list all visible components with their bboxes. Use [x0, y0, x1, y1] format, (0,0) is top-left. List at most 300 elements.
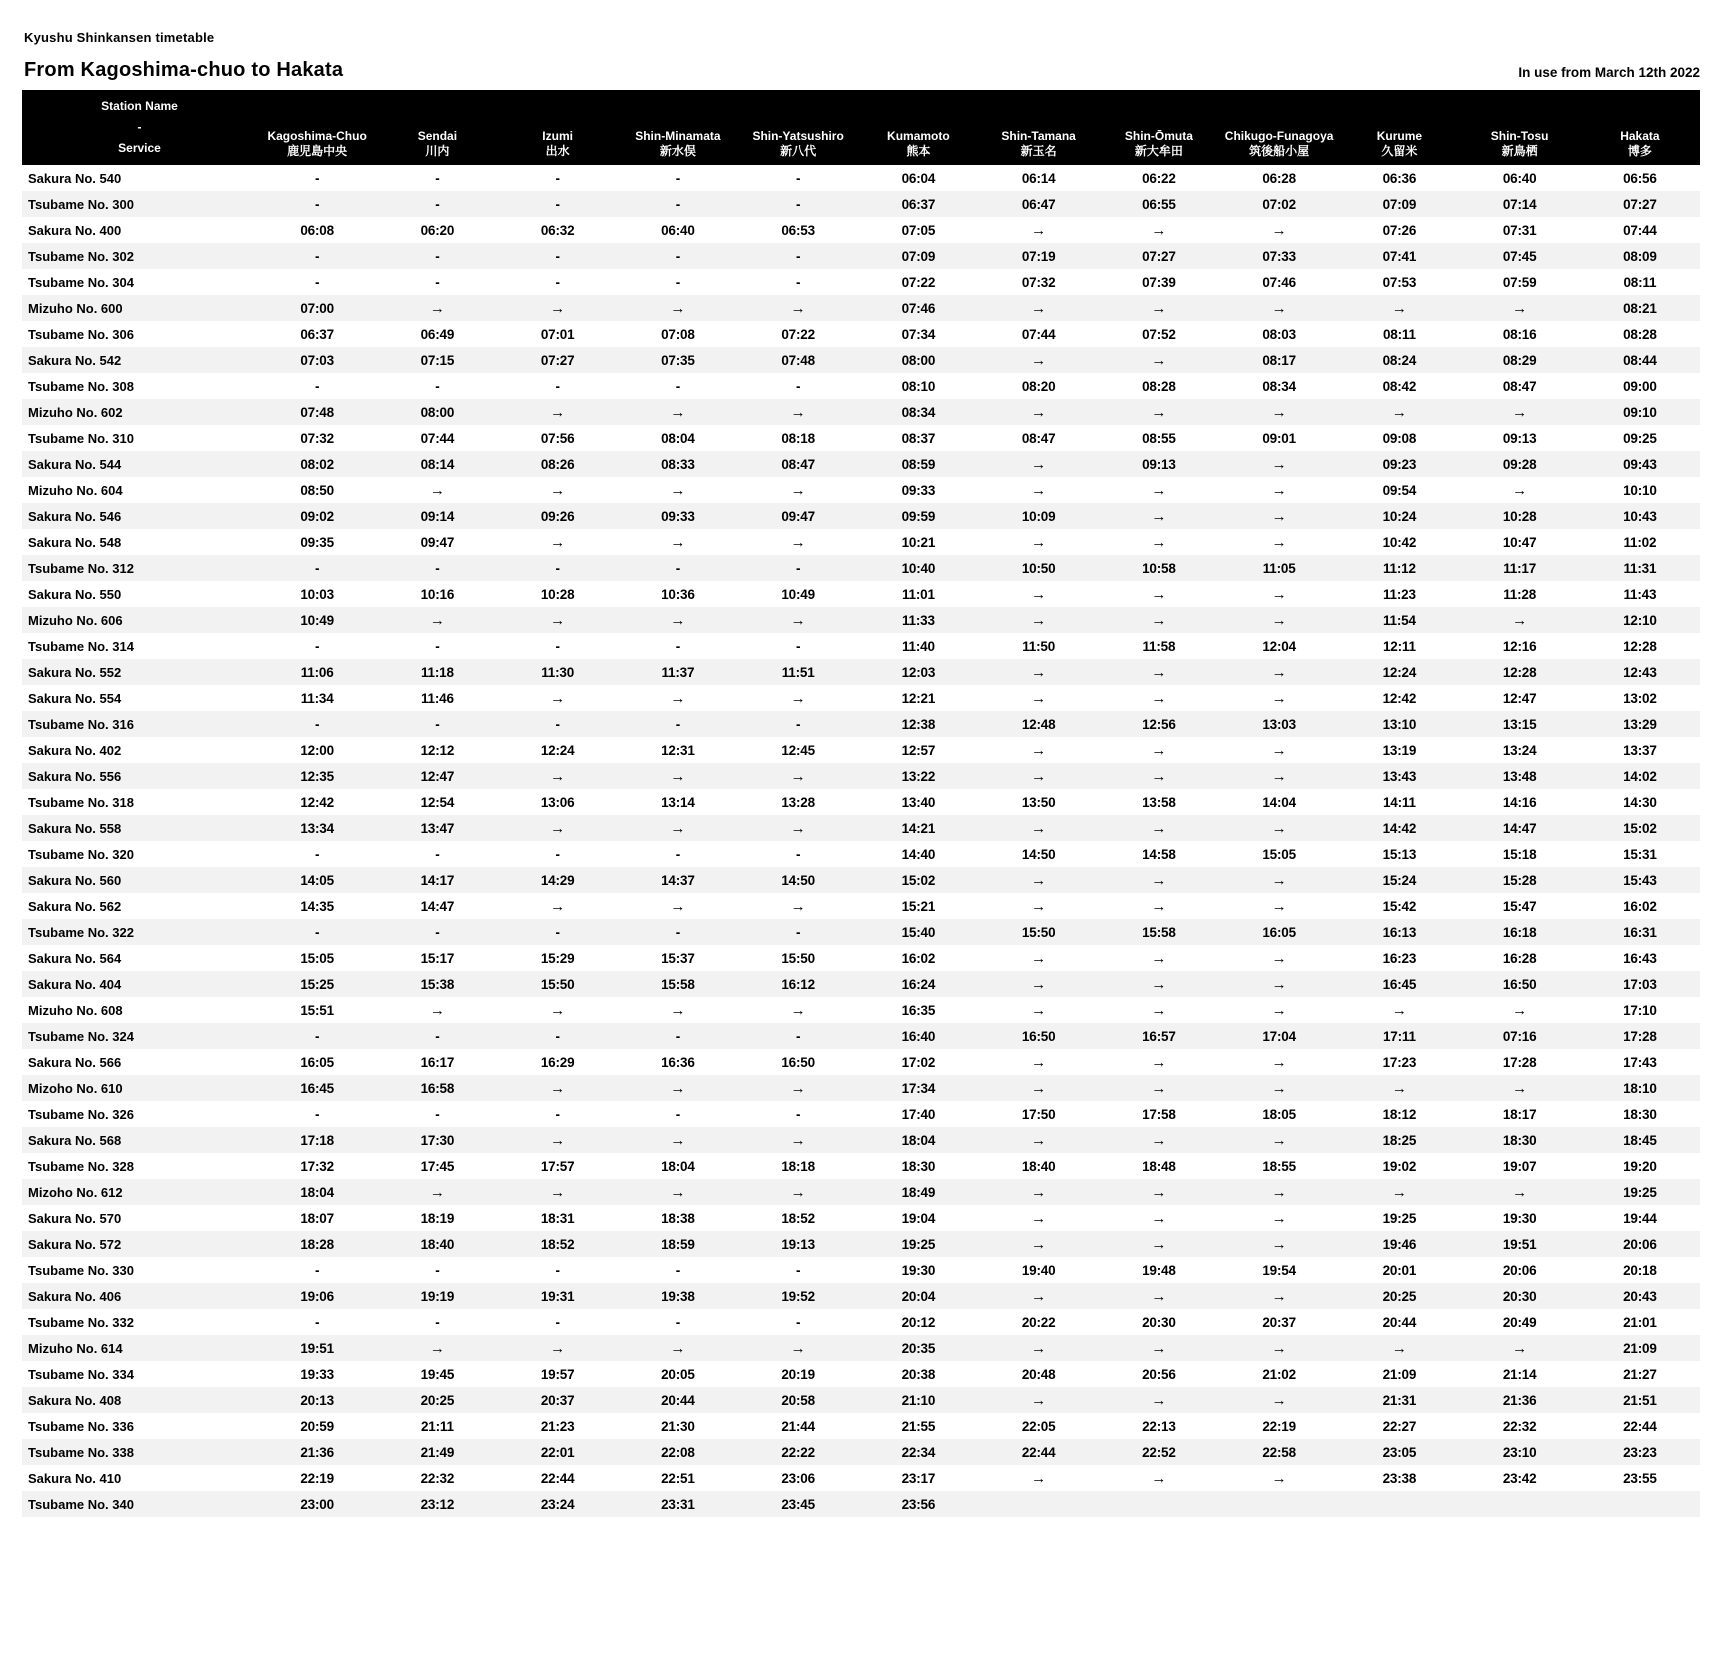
time-cell: - — [555, 274, 560, 290]
time-cell: 08:47 — [781, 456, 815, 472]
time-cell: 11:40 — [901, 638, 935, 654]
time-cell: 17:23 — [1382, 1054, 1417, 1070]
service-name: Sakura No. 560 — [28, 872, 122, 888]
time-cell: 06:32 — [540, 222, 575, 238]
time-cell: 22:52 — [1142, 1444, 1176, 1460]
time-cell: 15:58 — [661, 976, 695, 992]
time-cell: 12:28 — [1502, 664, 1537, 680]
pass-through-arrow-cell: → — [1151, 975, 1167, 993]
pass-through-arrow-cell: → — [1031, 299, 1047, 317]
table-row — [22, 217, 1700, 243]
table-row — [22, 997, 1700, 1023]
time-cell: 16:50 — [781, 1054, 815, 1070]
pass-through-arrow-cell: → — [1271, 767, 1287, 785]
service-name: Tsubame No. 302 — [28, 248, 134, 264]
time-cell: 13:37 — [1623, 742, 1657, 758]
time-cell: 10:09 — [1021, 508, 1056, 524]
time-cell: 13:15 — [1502, 716, 1537, 732]
time-cell: 22:01 — [540, 1444, 575, 1460]
time-cell: 16:57 — [1142, 1028, 1176, 1044]
time-cell: 08:29 — [1502, 352, 1537, 368]
time-cell: 10:10 — [1623, 482, 1657, 498]
time-cell: 07:05 — [901, 222, 936, 238]
time-cell: 23:05 — [1382, 1444, 1417, 1460]
time-cell: 08:59 — [901, 456, 936, 472]
pass-through-arrow-cell: → — [1151, 507, 1167, 525]
time-cell: 20:38 — [901, 1366, 936, 1382]
time-cell: 16:58 — [420, 1080, 455, 1096]
time-cell: 09:35 — [300, 534, 334, 550]
pass-through-arrow-cell: → — [670, 611, 686, 629]
pass-through-arrow-cell: → — [1031, 897, 1047, 915]
time-cell: 17:04 — [1262, 1028, 1296, 1044]
pass-through-arrow-cell: → — [429, 1183, 445, 1201]
service-name: Sakura No. 552 — [28, 664, 122, 680]
time-cell: 21:36 — [1502, 1392, 1537, 1408]
time-cell: 11:34 — [300, 690, 334, 706]
table-row — [22, 1465, 1700, 1491]
service-name: Sakura No. 556 — [28, 768, 122, 784]
table-row — [22, 607, 1700, 633]
table-row — [22, 399, 1700, 425]
time-cell: 08:34 — [1262, 378, 1296, 394]
time-cell: 07:39 — [1142, 274, 1176, 290]
table-row — [22, 971, 1700, 997]
time-cell: 14:05 — [300, 872, 334, 888]
time-cell: 17:45 — [420, 1158, 455, 1174]
service-name: Sakura No. 546 — [28, 508, 122, 524]
time-cell: 07:44 — [420, 430, 455, 446]
time-cell: 19:04 — [901, 1210, 936, 1226]
time-cell: 16:40 — [901, 1028, 936, 1044]
time-cell: - — [314, 1106, 320, 1122]
pass-through-arrow-cell: → — [550, 533, 566, 551]
time-cell: - — [314, 1314, 320, 1330]
pass-through-arrow-cell: → — [1271, 1183, 1287, 1201]
time-cell: 13:48 — [1502, 768, 1537, 784]
service-name: Tsubame No. 306 — [28, 326, 134, 342]
time-cell: 07:01 — [540, 326, 575, 342]
pass-through-arrow-cell: → — [1151, 1339, 1167, 1357]
time-cell: 08:18 — [781, 430, 815, 446]
pass-through-arrow-cell: → — [1151, 871, 1167, 889]
service-name: Tsubame No. 312 — [28, 560, 134, 576]
time-cell: 06:08 — [300, 222, 334, 238]
pass-through-arrow-cell: → — [550, 1339, 566, 1357]
table-row — [22, 1205, 1700, 1231]
time-cell: 07:22 — [781, 326, 815, 342]
time-cell: - — [795, 170, 801, 186]
time-cell: - — [435, 378, 440, 394]
table-row — [22, 633, 1700, 659]
time-cell: 21:51 — [1623, 1392, 1657, 1408]
time-cell: 08:42 — [1382, 378, 1417, 394]
time-cell: 21:09 — [1623, 1340, 1657, 1356]
service-name: Sakura No. 554 — [28, 690, 122, 706]
pass-through-arrow-cell: → — [1271, 585, 1287, 603]
table-row — [22, 945, 1700, 971]
table-row — [22, 1491, 1700, 1517]
time-cell: 20:37 — [1262, 1314, 1296, 1330]
service-name: Sakura No. 572 — [28, 1236, 122, 1252]
time-cell: 16:50 — [1502, 976, 1537, 992]
service-name: Tsubame No. 316 — [28, 716, 134, 732]
time-cell: 06:37 — [901, 196, 936, 212]
time-cell: 20:25 — [420, 1392, 455, 1408]
pass-through-arrow-cell: → — [1151, 481, 1167, 499]
table-row — [22, 1335, 1700, 1361]
time-cell: 07:09 — [901, 248, 936, 264]
time-cell: 13:43 — [1382, 768, 1417, 784]
time-cell: 10:28 — [1502, 508, 1537, 524]
time-cell: 08:24 — [1382, 352, 1417, 368]
time-cell: 10:49 — [781, 586, 815, 602]
time-cell: - — [675, 1028, 681, 1044]
time-cell: 18:30 — [1502, 1132, 1537, 1148]
time-cell: - — [795, 560, 801, 576]
time-cell: 10:58 — [1142, 560, 1176, 576]
time-cell: - — [675, 1262, 681, 1278]
time-cell: - — [555, 1262, 560, 1278]
table-row — [22, 1257, 1700, 1283]
time-cell: 20:30 — [1502, 1288, 1537, 1304]
service-name: Sakura No. 404 — [28, 976, 122, 992]
pass-through-arrow-cell: → — [550, 403, 566, 421]
time-cell: 15:05 — [1262, 846, 1296, 862]
service-name: Tsubame No. 300 — [28, 196, 134, 212]
time-cell: 13:28 — [781, 794, 815, 810]
time-cell: 18:52 — [781, 1210, 815, 1226]
time-cell: - — [675, 716, 681, 732]
time-cell: 19:48 — [1142, 1262, 1176, 1278]
pass-through-arrow-cell: → — [1031, 1391, 1047, 1409]
pass-through-arrow-cell: → — [670, 1079, 686, 1097]
time-cell: 09:43 — [1623, 456, 1657, 472]
time-cell: 12:48 — [1021, 716, 1056, 732]
time-cell: 14:11 — [1382, 794, 1416, 810]
time-cell: - — [435, 638, 440, 654]
time-cell: - — [675, 274, 681, 290]
time-cell: 17:34 — [901, 1080, 936, 1096]
time-cell: 18:40 — [1021, 1158, 1056, 1174]
time-cell: - — [795, 716, 801, 732]
table-row — [22, 711, 1700, 737]
pass-through-arrow-cell: → — [1151, 611, 1167, 629]
timetable-head — [22, 90, 1700, 165]
time-cell: 18:17 — [1502, 1106, 1537, 1122]
table-row — [22, 1023, 1700, 1049]
time-cell: 10:40 — [901, 560, 936, 576]
pass-through-arrow-cell: → — [1031, 481, 1047, 499]
time-cell: 07:46 — [1262, 274, 1296, 290]
time-cell: 08:50 — [300, 482, 334, 498]
station-header-shin-yatsushiro — [738, 90, 858, 165]
pass-through-arrow-cell: → — [1512, 1339, 1528, 1357]
pass-through-arrow-cell: → — [1151, 1131, 1167, 1149]
time-cell: 12:45 — [781, 742, 815, 758]
pass-through-arrow-cell: → — [1512, 611, 1528, 629]
pass-through-arrow-cell: → — [1271, 533, 1287, 551]
pass-through-arrow-cell: → — [1271, 897, 1287, 915]
station-name-ja: 川内 — [425, 144, 450, 158]
time-cell: - — [675, 196, 681, 212]
pass-through-arrow-cell: → — [790, 1131, 806, 1149]
time-cell: 22:13 — [1142, 1418, 1176, 1434]
time-cell: 18:28 — [300, 1236, 334, 1252]
station-name-ja: 鹿児島中央 — [287, 144, 348, 158]
service-name: Sakura No. 406 — [28, 1288, 122, 1304]
time-cell: - — [435, 716, 440, 732]
time-cell: 19:13 — [781, 1236, 815, 1252]
time-cell: 09:23 — [1382, 456, 1417, 472]
time-cell: 07:46 — [901, 300, 936, 316]
table-row — [22, 295, 1700, 321]
pass-through-arrow-cell: → — [1031, 455, 1047, 473]
time-cell: 09:59 — [901, 508, 936, 524]
time-cell: 20:01 — [1382, 1262, 1417, 1278]
time-cell: - — [314, 274, 320, 290]
time-cell: 20:25 — [1382, 1288, 1417, 1304]
pass-through-arrow-cell: → — [550, 819, 566, 837]
time-cell: 06:22 — [1142, 170, 1176, 186]
pass-through-arrow-cell: → — [550, 767, 566, 785]
station-name-en: Sendai — [417, 129, 458, 143]
time-cell: 09:33 — [661, 508, 695, 524]
time-cell: 23:23 — [1623, 1444, 1657, 1460]
time-cell: 19:51 — [1502, 1236, 1537, 1252]
time-cell: 15:24 — [1382, 872, 1417, 888]
time-cell: 19:25 — [1382, 1210, 1417, 1226]
time-cell: 09:02 — [300, 508, 334, 524]
time-cell: 22:34 — [901, 1444, 936, 1460]
time-cell: 13:14 — [661, 794, 695, 810]
time-cell: 08:47 — [1502, 378, 1537, 394]
time-cell: 11:46 — [420, 690, 454, 706]
table-row — [22, 1101, 1700, 1127]
time-cell: 14:40 — [901, 846, 936, 862]
time-cell: 06:14 — [1021, 170, 1056, 186]
time-cell: 20:43 — [1623, 1288, 1657, 1304]
pass-through-arrow-cell: → — [1512, 299, 1528, 317]
time-cell: 16:13 — [1382, 924, 1417, 940]
time-cell: - — [795, 248, 801, 264]
time-cell: - — [795, 274, 801, 290]
time-cell: 23:38 — [1382, 1470, 1417, 1486]
time-cell: 06:04 — [901, 170, 936, 186]
time-cell: 16:35 — [901, 1002, 936, 1018]
station-header-kagoshima-chuo — [257, 90, 377, 165]
pass-through-arrow-cell: → — [1031, 1079, 1047, 1097]
time-cell: - — [435, 1262, 440, 1278]
service-name: Tsubame No. 320 — [28, 846, 134, 862]
time-cell: 10:21 — [901, 534, 936, 550]
time-cell: 07:26 — [1382, 222, 1417, 238]
time-cell: 18:31 — [540, 1210, 575, 1226]
pass-through-arrow-cell: → — [670, 1131, 686, 1149]
time-cell: 17:18 — [300, 1132, 334, 1148]
time-cell: 19:52 — [781, 1288, 815, 1304]
time-cell: 16:50 — [1021, 1028, 1056, 1044]
pass-through-arrow-cell: → — [790, 767, 806, 785]
pass-through-arrow-cell: → — [670, 819, 686, 837]
pass-through-arrow-cell: → — [1271, 1079, 1287, 1097]
pass-through-arrow-cell: → — [1512, 403, 1528, 421]
time-cell: 19:20 — [1623, 1158, 1657, 1174]
service-name: Tsubame No. 308 — [28, 378, 134, 394]
time-cell: 20:58 — [781, 1392, 815, 1408]
pass-through-arrow-cell: → — [550, 897, 566, 915]
time-cell: 17:57 — [540, 1158, 575, 1174]
pass-through-arrow-cell: → — [1512, 1001, 1528, 1019]
time-cell: 19:57 — [540, 1366, 575, 1382]
time-cell: 08:28 — [1623, 326, 1657, 342]
table-row — [22, 1387, 1700, 1413]
station-header-shin-tamana — [979, 90, 1099, 165]
service-name: Sakura No. 550 — [28, 586, 122, 602]
pass-through-arrow-cell: → — [1151, 1209, 1167, 1227]
time-cell: 20:44 — [1382, 1314, 1417, 1330]
time-cell: 08:00 — [420, 404, 455, 420]
time-cell: 13:22 — [901, 768, 936, 784]
time-cell: 14:47 — [1502, 820, 1537, 836]
time-cell: 11:51 — [781, 664, 815, 680]
pass-through-arrow-cell: → — [1151, 585, 1167, 603]
service-name: Sakura No. 548 — [28, 534, 122, 550]
time-cell: 18:55 — [1262, 1158, 1296, 1174]
pass-through-arrow-cell: → — [1031, 663, 1047, 681]
pass-through-arrow-cell: → — [1271, 1053, 1287, 1071]
time-cell: 20:48 — [1021, 1366, 1056, 1382]
time-cell: 10:24 — [1382, 508, 1417, 524]
time-cell: 13:40 — [901, 794, 936, 810]
time-cell: - — [435, 924, 440, 940]
time-cell: 15:25 — [300, 976, 334, 992]
time-cell: - — [675, 924, 681, 940]
time-cell: 15:29 — [540, 950, 575, 966]
table-row — [22, 451, 1700, 477]
pass-through-arrow-cell: → — [1512, 481, 1528, 499]
time-cell: 10:28 — [540, 586, 575, 602]
service-name: Sakura No. 408 — [28, 1392, 122, 1408]
station-name-en: Kagoshima-Chuo — [267, 129, 367, 143]
time-cell: 21:11 — [420, 1418, 454, 1434]
pass-through-arrow-cell: → — [1031, 975, 1047, 993]
time-cell: - — [314, 1262, 320, 1278]
time-cell: 06:47 — [1021, 196, 1056, 212]
table-row — [22, 1179, 1700, 1205]
time-cell: 07:44 — [1623, 222, 1657, 238]
pass-through-arrow-cell: → — [1151, 403, 1167, 421]
time-cell: 07:03 — [300, 352, 334, 368]
time-cell: 22:19 — [1262, 1418, 1296, 1434]
pass-through-arrow-cell: → — [670, 897, 686, 915]
service-name: Mizuho No. 604 — [28, 482, 123, 498]
time-cell: 16:18 — [1502, 924, 1537, 940]
time-cell: 16:31 — [1623, 924, 1657, 940]
table-row — [22, 1413, 1700, 1439]
time-cell: - — [555, 196, 560, 212]
time-cell: 09:26 — [540, 508, 575, 524]
time-cell: - — [795, 638, 801, 654]
time-cell: 16:12 — [781, 976, 815, 992]
time-cell: 23:56 — [901, 1496, 936, 1512]
service-name: Sakura No. 564 — [28, 950, 122, 966]
station-header-izumi — [498, 90, 618, 165]
pass-through-arrow-cell: → — [1151, 949, 1167, 967]
time-cell: 18:12 — [1382, 1106, 1417, 1122]
time-cell: - — [675, 378, 681, 394]
time-cell: 21:44 — [781, 1418, 815, 1434]
time-cell: 19:25 — [1623, 1184, 1657, 1200]
time-cell: 21:31 — [1382, 1392, 1417, 1408]
pass-through-arrow-cell: → — [1151, 1469, 1167, 1487]
time-cell: 19:06 — [300, 1288, 334, 1304]
time-cell: 08:44 — [1623, 352, 1657, 368]
time-cell: - — [435, 170, 440, 186]
pass-through-arrow-cell: → — [429, 299, 445, 317]
time-cell: 21:27 — [1623, 1366, 1657, 1382]
time-cell: 09:54 — [1382, 482, 1417, 498]
time-cell: 19:19 — [420, 1288, 455, 1304]
time-cell: 12:00 — [300, 742, 334, 758]
pass-through-arrow-cell: → — [1271, 1209, 1287, 1227]
station-header-hakata — [1580, 90, 1700, 165]
table-row — [22, 1309, 1700, 1335]
time-cell: 08:26 — [540, 456, 575, 472]
time-cell: 22:32 — [1502, 1418, 1537, 1434]
time-cell: 18:25 — [1382, 1132, 1417, 1148]
time-cell: 15:42 — [1382, 898, 1417, 914]
pass-through-arrow-cell: → — [1151, 1053, 1167, 1071]
time-cell: 16:28 — [1502, 950, 1537, 966]
time-cell: 07:52 — [1142, 326, 1176, 342]
time-cell: - — [675, 846, 681, 862]
time-cell: - — [675, 560, 681, 576]
time-cell: - — [435, 248, 440, 264]
table-row — [22, 269, 1700, 295]
time-cell: 18:48 — [1142, 1158, 1176, 1174]
pass-through-arrow-cell: → — [550, 1183, 566, 1201]
time-cell: 12:21 — [901, 690, 936, 706]
table-row — [22, 425, 1700, 451]
pass-through-arrow-cell: → — [1271, 611, 1287, 629]
time-cell: 20:18 — [1623, 1262, 1657, 1278]
station-name-en: Shin-Minamata — [635, 129, 721, 143]
pass-through-arrow-cell: → — [1151, 1079, 1167, 1097]
time-cell: 17:10 — [1623, 1002, 1657, 1018]
time-cell: 07:53 — [1382, 274, 1417, 290]
pass-through-arrow-cell: → — [1391, 1339, 1407, 1357]
table-row — [22, 659, 1700, 685]
time-cell: 15:31 — [1623, 846, 1657, 862]
time-cell: - — [795, 378, 801, 394]
time-cell: 17:02 — [901, 1054, 936, 1070]
pass-through-arrow-cell: → — [1031, 767, 1047, 785]
time-cell: 08:55 — [1142, 430, 1176, 446]
pass-through-arrow-cell: → — [550, 481, 566, 499]
service-name: Sakura No. 570 — [28, 1210, 122, 1226]
table-row — [22, 191, 1700, 217]
pass-through-arrow-cell: → — [1031, 1053, 1047, 1071]
pass-through-arrow-cell: → — [1271, 455, 1287, 473]
time-cell: 07:02 — [1262, 196, 1296, 212]
time-cell: 15:50 — [1021, 924, 1056, 940]
time-cell: 17:28 — [1502, 1054, 1537, 1070]
pass-through-arrow-cell: → — [1271, 1469, 1287, 1487]
time-cell: - — [795, 924, 801, 940]
time-cell: 09:47 — [420, 534, 455, 550]
service-name: Mizuho No. 608 — [28, 1002, 123, 1018]
